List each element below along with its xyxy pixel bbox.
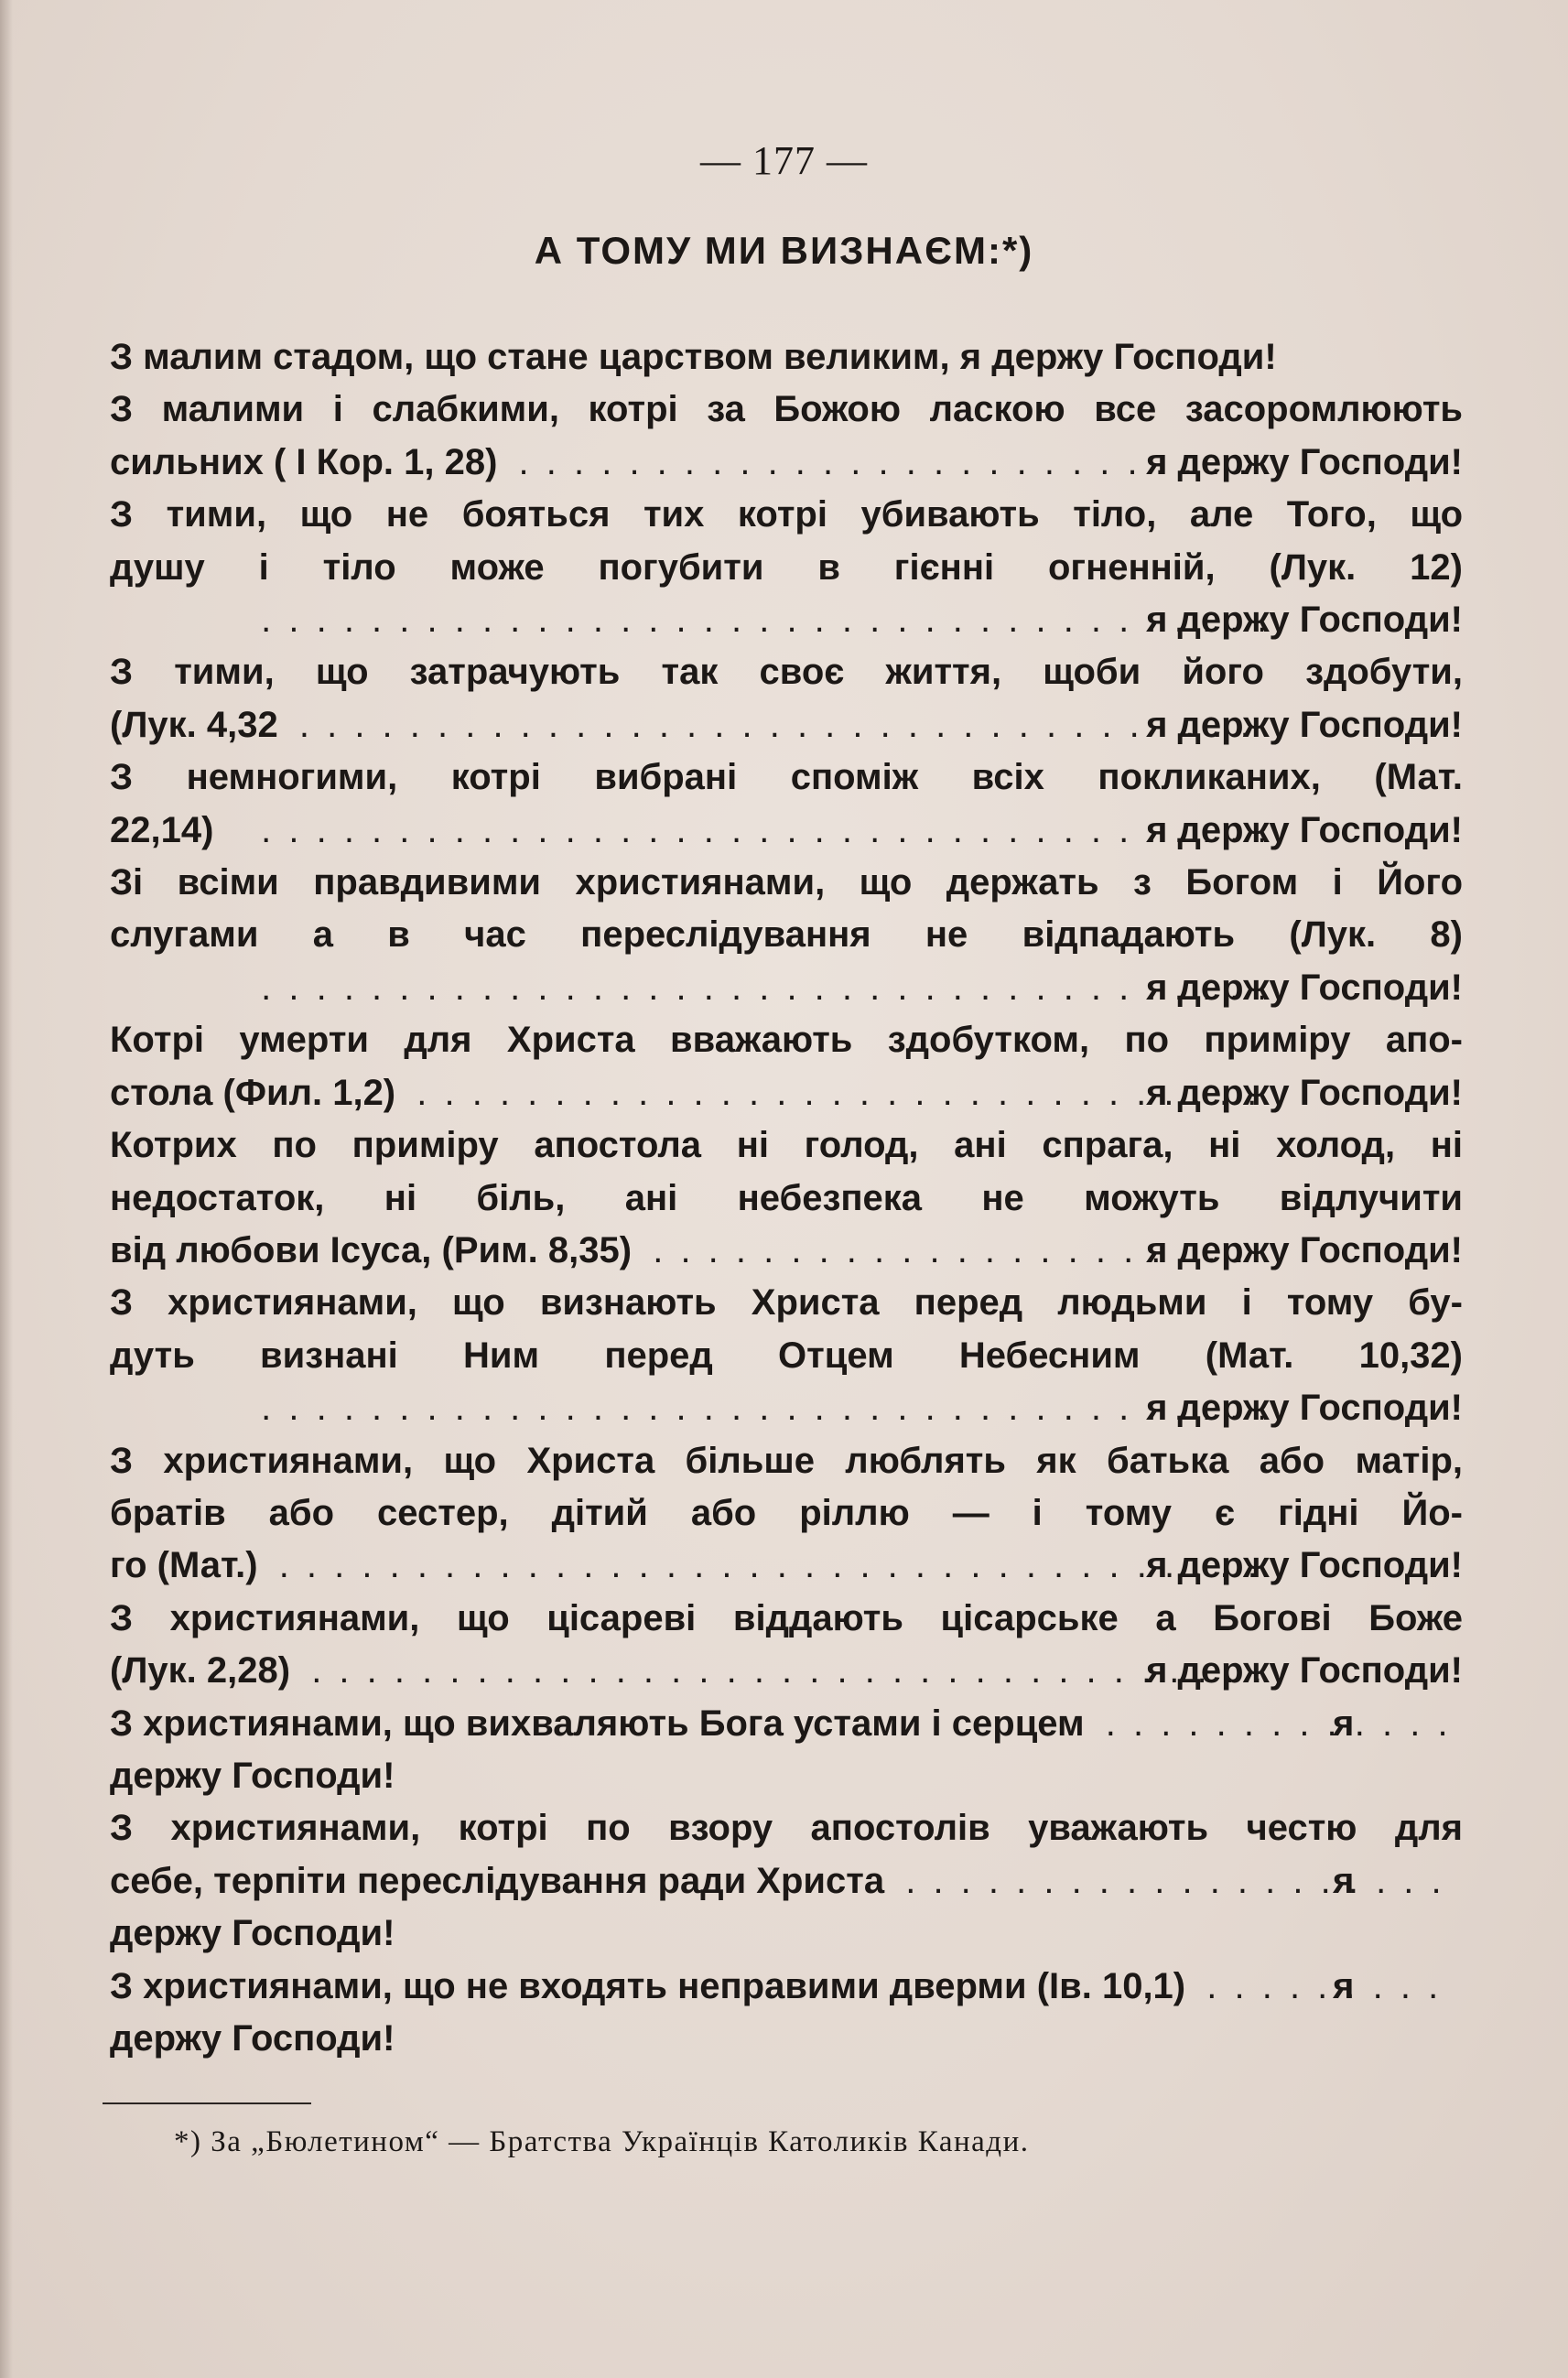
- refrain: я держу Господи!: [1146, 704, 1463, 745]
- entry-leader-line: [240, 962, 1463, 1014]
- entry-leader-line: [110, 1645, 1463, 1697]
- entry-line: недостаток, ні біль, ані небезпека не можуть відлучити: [110, 1177, 1463, 1218]
- refrain: я держу Господи!: [1146, 1545, 1463, 1586]
- entry-line: З немногими, котрі вибрані споміж всіх покликаних, (Мат.: [110, 757, 1463, 798]
- entry-line: слугами а в час переслідування не відпадають (Лук. 8): [110, 914, 1463, 956]
- refrain: я держу Господи!: [1146, 1072, 1463, 1113]
- entry-line: З християнами, що визнають Христа перед людьми і тому бу-: [110, 1282, 1463, 1324]
- dot-leader: [271, 1540, 1264, 1592]
- dot-leader: [253, 594, 1263, 646]
- page-number: — 177 —: [700, 138, 868, 183]
- entry-leader-line: 22,14) . . . я держу Господи!: [240, 805, 1463, 857]
- entry-line: братів або сестер, дітий або ріллю — і тому є гідні Йо-: [110, 1492, 1463, 1533]
- entry-leader-line: [240, 594, 1463, 646]
- dot-leader: [897, 1855, 1450, 1908]
- refrain: я держу Господи!: [1146, 967, 1463, 1008]
- entry-line: З християнами, котрі по взору апостолів уважають честю для: [110, 1808, 1463, 1849]
- refrain: я держу Господи!: [1146, 1650, 1463, 1692]
- entry-line: себе, терпіти переслідування ради Христа: [110, 1860, 885, 1901]
- entry-line: Котрих по приміру апостола ні голод, ані спрага, ні холод, ні: [110, 1125, 1463, 1166]
- list-item: [110, 1593, 1463, 1698]
- list-item: [110, 751, 1463, 857]
- entry-line: від любови Ісуса, (Рим. 8,35): [110, 1229, 633, 1270]
- entry-line: З малими і слабкими, котрі за Божою ласкою все засоромлюють: [110, 389, 1463, 430]
- dot-leader: [253, 805, 1263, 857]
- entry-line: держу Господи!: [110, 1913, 395, 1954]
- entry-line: Котрі умерти для Христа вважають здобутком, по приміру апо-: [110, 1020, 1463, 1061]
- list-item: [110, 1698, 1463, 1803]
- list-item: [110, 1961, 1463, 2066]
- entry-line: (Лук. 2,28): [110, 1650, 291, 1692]
- refrain: я держу Господи!: [1146, 441, 1463, 482]
- entry-line: З християнами, що Христа більше люблять як батька або матір,: [110, 1440, 1463, 1481]
- entry-leader-line: З християнами, що вихваляють Бога устами і серцем . . . я: [240, 1698, 1463, 1750]
- list-item: [110, 857, 1463, 1014]
- dot-leader: [1198, 1961, 1450, 2013]
- dot-leader: [253, 1382, 1263, 1434]
- entry-line: держу Господи!: [110, 2018, 395, 2059]
- page-spine-shadow: [0, 0, 13, 2378]
- entry-line: З християнами, що не входять неправими дверми (Ів. 10,1): [110, 1965, 1186, 2006]
- refrain: я держу Господи!: [1146, 600, 1463, 641]
- entry-leader-line: себе, терпіти переслідування ради Христа . . . я: [240, 1855, 1463, 1908]
- list-item: [110, 1435, 1463, 1593]
- dot-leader: [291, 699, 1263, 751]
- list-item: [110, 1802, 1463, 1960]
- entry-leader-line: [240, 1382, 1463, 1434]
- entry-leader-line: З християнами, що не входять неправими дверми (Ів. 10,1) . . . я: [240, 1961, 1463, 2013]
- entry-line: сильних ( I Кор. 1, 28): [110, 441, 498, 482]
- page-title: А ТОМУ МИ ВИЗНАЄМ:*): [534, 229, 1034, 272]
- entry-leader-line: [110, 1067, 1463, 1119]
- entry-leader-line: [110, 1540, 1463, 1592]
- refrain: я держу Господи!: [1146, 1229, 1463, 1270]
- entry-line: З малим стадом, що стане царством великим, я держу Господи!: [110, 337, 1277, 377]
- list-item: [110, 384, 1463, 489]
- entry-line: держу Господи!: [110, 1755, 395, 1796]
- dot-leader: [1098, 1698, 1450, 1750]
- entry-line: стола (Фил. 1,2): [110, 1072, 396, 1113]
- entry-line: го (Мат.): [110, 1545, 258, 1586]
- list-item: [110, 646, 1463, 751]
- list-item: [110, 1014, 1463, 1119]
- list-item: [110, 1119, 1463, 1277]
- entry-leader-line: [110, 437, 1463, 489]
- entry-line: душу і тіло може погубити в гієнні огненній, (Лук. 12): [110, 546, 1463, 588]
- list-item: [110, 1277, 1463, 1434]
- entry-line: З християнами, що цісареві віддають цісарське а Богові Боже: [110, 1597, 1463, 1638]
- entry-line: дуть визнані Ним перед Отцем Небесним (Мат. 10,32): [110, 1335, 1463, 1376]
- entry-line: З християнами, що вихваляють Бога устами і серцем: [110, 1702, 1085, 1744]
- list-item: [110, 331, 1463, 384]
- entry-leader-line: [110, 1225, 1463, 1277]
- dot-leader: [408, 1067, 1263, 1119]
- entry-leader-line: [110, 699, 1463, 751]
- footnote-divider: [103, 2102, 311, 2104]
- dot-leader: [303, 1645, 1263, 1697]
- entry-line: (Лук. 4,32: [110, 704, 278, 745]
- footnote: *) За „Бюлетином“ — Братства Українців Католиків Канади.: [174, 2125, 1030, 2158]
- refrain: я держу Господи!: [1146, 809, 1463, 850]
- refrain: я держу Господи!: [1146, 1388, 1463, 1429]
- entry-line: Зі всіми правдивими християнами, що держать з Богом і Його: [110, 862, 1463, 903]
- entry-line: З тими, що затрачують так своє життя, щоби його здобути,: [110, 652, 1463, 693]
- dot-leader: [253, 962, 1263, 1014]
- confession-list: [110, 331, 1463, 2065]
- list-item: [110, 489, 1463, 646]
- entry-line: З тими, що не бояться тих котрі убивають тіло, але Того, що: [110, 494, 1463, 535]
